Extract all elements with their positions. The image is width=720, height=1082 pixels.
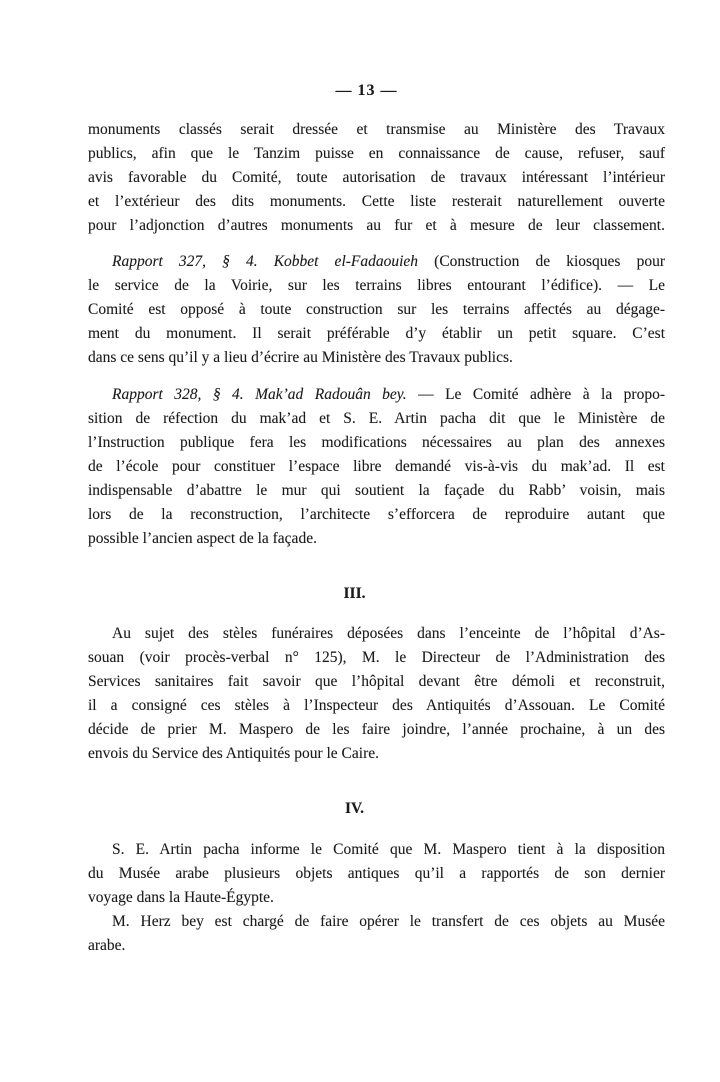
rapport-328-reference: Rapport 328, § 4. Mak’ad Radouân bey. [112, 386, 419, 403]
page-number: — 13 — [335, 82, 398, 99]
text-line: Services sanitaires fait savoir que l’hôpital devant être démoli et reconstruit, [88, 673, 665, 690]
text-line: envois du Service des Antiquités pour le Caire. [88, 745, 379, 762]
paragraph-herz-bey [88, 910, 665, 958]
text-line: et l’extérieur des dits monuments. Cette liste resterait naturellement ouverte [88, 193, 665, 210]
text-line: l’Instruction publique fera les modifications nécessaires au plan des annexes [88, 434, 665, 451]
text-line: Comité est opposé à toute construction sur les terrains affectés au dégage- [88, 301, 665, 318]
text-line: le service de la Voirie, sur les terrains libres entourant l’édifice). — Le [88, 277, 665, 294]
text-line: Au sujet des stèles funéraires déposées dans l’enceinte de l’hôpital d’As- [112, 625, 665, 642]
text-line: ment du monument. Il serait préférable d’y établir un petit square. C’est [88, 325, 665, 342]
text-line [88, 383, 665, 407]
paragraph-monuments-classes [88, 118, 665, 238]
text-line: S. E. Artin pacha informe le Comité que M. Maspero tient à la disposition [112, 841, 665, 858]
text-line: publics, afin que le Tanzim puisse en connaissance de cause, refuser, sauf [88, 145, 665, 162]
section-heading-four: IV. [344, 800, 365, 817]
text-line: monuments classés serait dressée et transmise au Ministère des Travaux [88, 121, 665, 138]
rapport-327-reference: Rapport 327, § 4. Kobbet el-Fadaouieh [112, 253, 435, 270]
paragraph-rapport-328 [88, 383, 665, 551]
text-line: pour l’adjonction d’autres monuments au fur et à mesure de leur classement. [88, 217, 665, 234]
text-line: du Musée arabe plusieurs objets antiques qu’il a rapportés de son dernier [88, 865, 665, 882]
text-line: de l’école pour constituer l’espace libre demandé vis-à-vis du mak’ad. Il est [88, 458, 665, 475]
paragraph-rapport-327 [88, 250, 665, 370]
text-line: M. Herz bey est chargé de faire opérer le transfert de ces objets au Musée [112, 913, 665, 930]
text-run: (Construction de kiosques pour [434, 253, 665, 270]
paragraph-artin-maspero [88, 838, 665, 910]
text-line: indispensable d’abattre le mur qui soutient la façade du Rabb’ voisin, mais [88, 482, 665, 499]
text-line: voyage dans la Haute-Égypte. [88, 889, 274, 906]
text-line: sition de réfection du mak’ad et S. E. Artin pacha dit que le Ministère de [88, 410, 665, 427]
text-line: possible l’ancien aspect de la façade. [88, 530, 317, 547]
text-line: décide de prier M. Maspero de les faire joindre, l’année prochaine, à un des [88, 721, 665, 738]
text-line: souan (voir procès-verbal n° 125), M. le Directeur de l’Administration des [88, 649, 665, 666]
text-line: il a consigné ces stèles à l’Inspecteur des Antiquités d’Assouan. Le Comité [88, 697, 665, 714]
text-line: dans ce sens qu’il y a lieu d’écrire au Ministère des Travaux publics. [88, 349, 513, 366]
paragraph-steles-assouan [88, 622, 665, 766]
text-line: lors de la reconstruction, l’architecte s’efforcera de reproduire autant que [88, 506, 665, 523]
section-heading-three: III. [343, 585, 366, 602]
text-line: avis favorable du Comité, toute autorisation de travaux intéressant l’intérieur [88, 169, 665, 186]
text-line [88, 250, 665, 274]
text-run: — Le Comité adhère à la propo- [418, 386, 665, 403]
text-line: arabe. [88, 937, 126, 954]
